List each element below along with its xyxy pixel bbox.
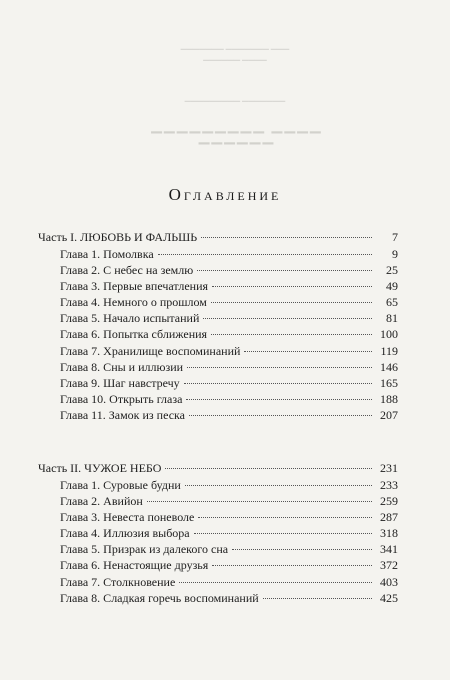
leader-dots <box>203 318 372 319</box>
part-title: Часть II. ЧУЖОЕ НЕБО <box>38 461 162 475</box>
toc-chapter-row[interactable] <box>38 557 398 573</box>
toc-part-row[interactable] <box>38 229 398 246</box>
leader-dots <box>232 549 372 550</box>
page-number: 403 <box>380 574 398 589</box>
toc-chapter-row[interactable] <box>38 590 398 606</box>
chapter-title: Глава 6. Попытка сближения <box>60 327 208 342</box>
page-number: 318 <box>380 526 398 541</box>
leader-dots <box>194 533 372 534</box>
toc-chapter-row[interactable] <box>38 359 398 375</box>
leader-dots <box>184 383 372 384</box>
chapter-title: Глава 4. Иллюзия выбора <box>60 526 190 541</box>
chapter-title: Глава 8. Сладкая горечь воспоминаний <box>60 590 259 605</box>
toc-heading: Оглавление <box>168 185 282 204</box>
chapter-title: Глава 9. Шаг навстречу <box>60 375 180 390</box>
toc-chapter-row[interactable] <box>38 477 398 493</box>
leader-dots <box>165 468 372 469</box>
toc-chapter-row[interactable] <box>38 391 398 407</box>
page-number: 233 <box>380 478 398 492</box>
page-number: 7 <box>392 230 398 244</box>
toc-chapter-row[interactable] <box>38 326 398 342</box>
show-through-text: ▁▁▁ ▁▁▁▁▁▁▁ ▁▁▁▁▁▁▁ ▁▁▁▁ ▁▁▁▁▁▁ ▁▁▁▁▁▁▁ ▁▁▁▁▁▁▁▁▁ ▁▁▁▁ ▁▁▁▁▁▁▁▁▁ ▁▁▁▁▁▁ <box>149 41 321 145</box>
leader-dots <box>211 302 372 303</box>
page-number: 425 <box>380 590 398 605</box>
leader-dots <box>263 598 372 599</box>
page-number: 9 <box>392 247 398 261</box>
toc-part-1 <box>38 229 398 423</box>
page-number: 188 <box>380 391 398 406</box>
page-number: 287 <box>380 510 398 525</box>
leader-dots <box>186 399 372 400</box>
page-number: 372 <box>380 558 398 573</box>
leader-dots <box>158 254 372 255</box>
toc-chapter-row[interactable] <box>38 343 398 359</box>
toc-chapter-row[interactable] <box>38 310 398 326</box>
toc-part-2 <box>38 460 398 606</box>
chapter-title: Глава 6. Ненастоящие друзья <box>60 558 209 573</box>
leader-dots <box>201 237 372 238</box>
toc-chapter-row[interactable] <box>38 509 398 525</box>
page-number: 100 <box>380 327 398 342</box>
toc-chapter-row[interactable] <box>38 407 398 423</box>
leader-dots <box>244 351 372 352</box>
chapter-title: Глава 3. Первые впечатления <box>60 279 209 294</box>
toc-chapter-row[interactable] <box>38 574 398 590</box>
toc-chapter-row[interactable] <box>38 246 398 262</box>
chapter-title: Глава 11. Замок из песка <box>60 407 186 422</box>
page-number: 207 <box>380 407 398 422</box>
toc-chapter-row[interactable] <box>38 525 398 541</box>
leader-dots <box>198 517 372 518</box>
page-number: 146 <box>380 359 398 374</box>
leader-dots <box>197 270 372 271</box>
leader-dots <box>189 415 372 416</box>
page-number: 231 <box>380 461 398 475</box>
chapter-title: Глава 10. Открыть глаза <box>60 391 183 406</box>
chapter-title: Глава 8. Сны и иллюзии <box>60 359 184 374</box>
toc-chapter-row[interactable] <box>38 278 398 294</box>
page-number: 49 <box>386 279 398 294</box>
leader-dots <box>187 367 372 368</box>
chapter-title: Глава 2. С небес на землю <box>60 263 194 278</box>
toc-chapter-row[interactable] <box>38 493 398 509</box>
page-number: 341 <box>380 542 398 557</box>
toc-chapter-row[interactable] <box>38 375 398 391</box>
toc-chapter-row[interactable] <box>38 294 398 310</box>
leader-dots <box>211 334 372 335</box>
leader-dots <box>212 565 372 566</box>
page-number: 81 <box>386 311 398 326</box>
chapter-title: Глава 1. Помолвка <box>60 247 154 261</box>
chapter-title: Глава 7. Столкновение <box>60 574 176 589</box>
page-number: 25 <box>386 263 398 278</box>
part-title: Часть I. ЛЮБОВЬ И ФАЛЬШЬ <box>38 230 198 244</box>
page-number: 65 <box>386 295 398 310</box>
chapter-title: Глава 5. Призрак из далекого сна <box>60 542 229 557</box>
page-number: 165 <box>380 375 398 390</box>
page-number: 259 <box>380 494 398 509</box>
leader-dots <box>185 485 372 486</box>
chapter-title: Глава 7. Хранилище воспоминаний <box>60 343 241 358</box>
toc-part-row[interactable] <box>38 460 398 477</box>
toc-chapter-row[interactable] <box>38 541 398 557</box>
leader-dots <box>147 501 372 502</box>
chapter-title: Глава 1. Суровые будни <box>60 478 181 492</box>
chapter-title: Глава 3. Невеста поневоле <box>60 510 195 525</box>
page-number: 119 <box>380 343 398 358</box>
leader-dots <box>212 286 372 287</box>
chapter-title: Глава 5. Начало испытаний <box>60 311 200 326</box>
chapter-title: Глава 4. Немного о прошлом <box>60 295 207 310</box>
chapter-title: Глава 2. Авийон <box>60 494 143 509</box>
toc-chapter-row[interactable] <box>38 262 398 278</box>
leader-dots <box>179 582 372 583</box>
